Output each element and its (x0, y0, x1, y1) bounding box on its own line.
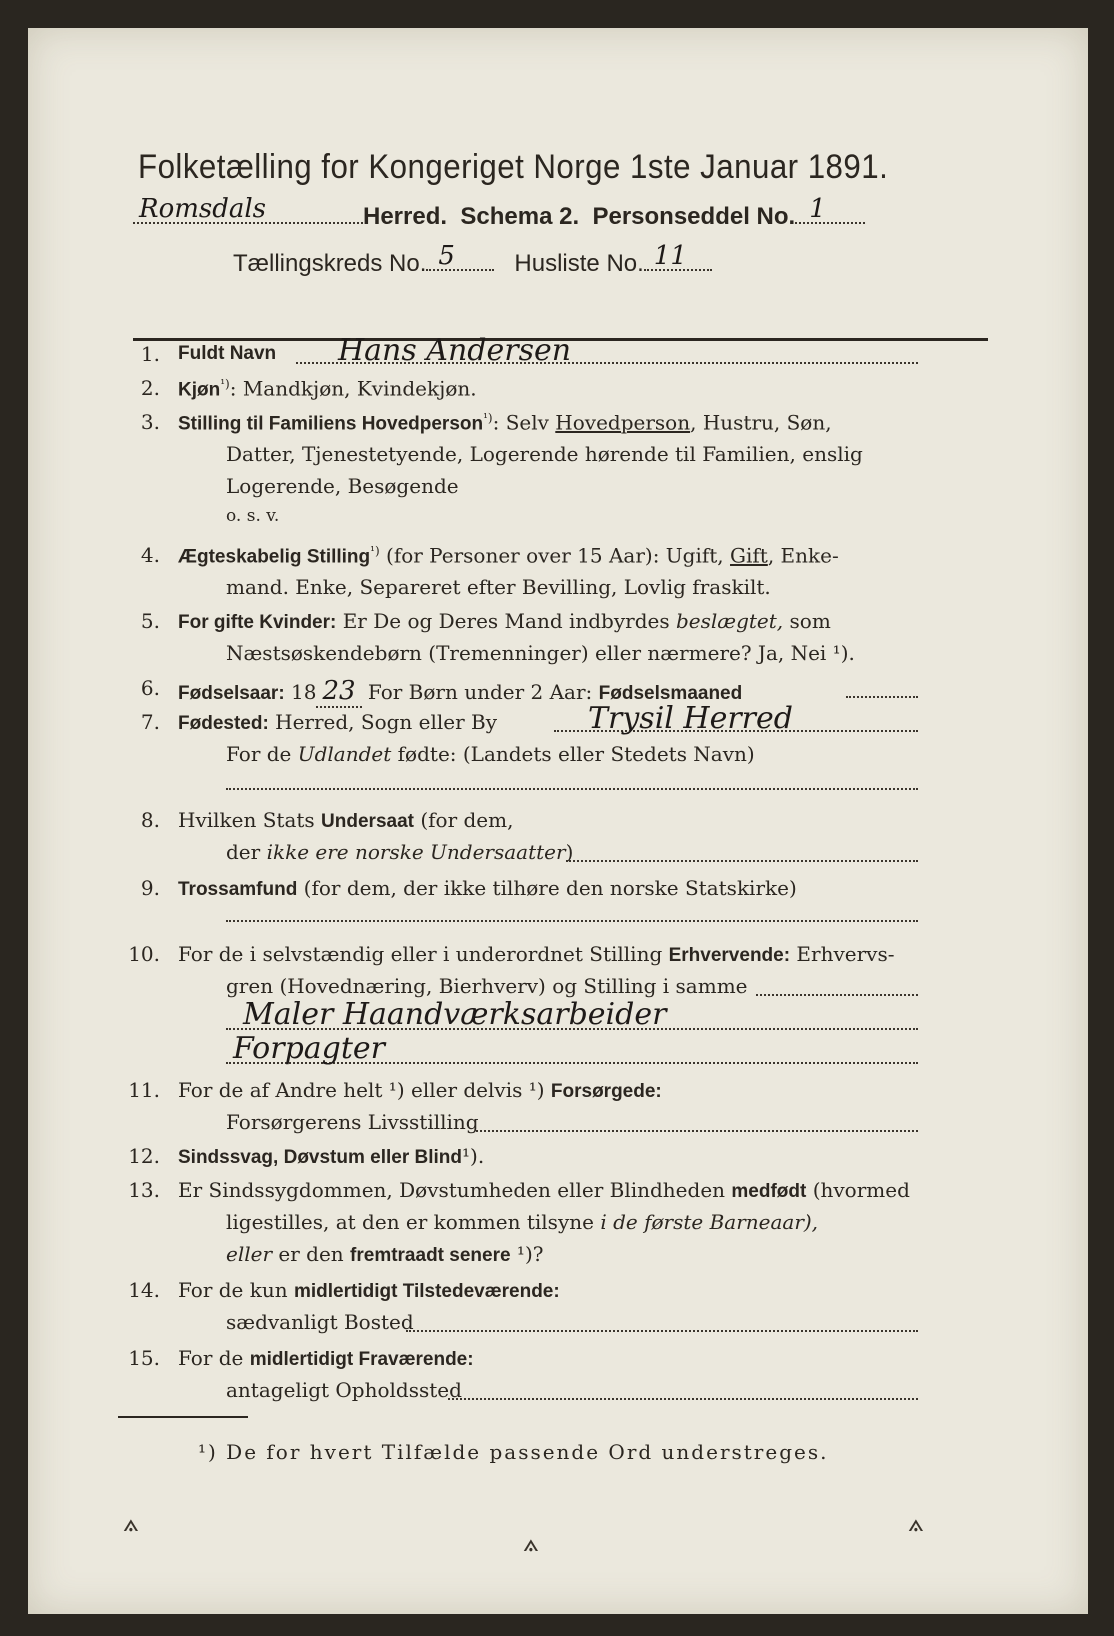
item-text: : Mandkjøn, Kvindekjøn. (229, 376, 477, 401)
item-text: Herred, Sogn eller By (268, 710, 498, 734)
religion-fill-line (226, 920, 918, 922)
footnote-ref: ¹) (220, 377, 230, 391)
item-text: der (226, 840, 267, 864)
item-number: 1. (140, 342, 160, 366)
item-text: For Børn under 2 Aar: (361, 680, 599, 704)
header-row-1 (133, 194, 865, 231)
item-number: 4. (140, 543, 160, 567)
personseddel-label: Personseddel No. (592, 203, 796, 230)
item-text: : Selv (492, 410, 556, 435)
item-text: sædvanligt Bosted (226, 1310, 414, 1334)
item-text: (for dem, der ikke tilhøre den norske Statskirke) (297, 876, 797, 900)
item-text: For de kun (178, 1278, 294, 1302)
item-text: For de i selvstændig eller i underordnet Stilling (178, 942, 669, 966)
item-label: Fødested: (178, 713, 269, 734)
item-label: Fødselsmaaned (598, 683, 743, 704)
kreds-label: Tællingskreds No. (233, 250, 427, 277)
item-text: som (783, 609, 831, 633)
item-label: Forsørgede: (550, 1081, 662, 1102)
herred-name-handwritten: Romsdals (139, 194, 267, 224)
foreign-birthplace-fill-line (226, 788, 918, 790)
schema-label: Schema 2. (460, 203, 580, 230)
item-label: Fuldt Navn (178, 343, 277, 364)
item-number: 14. (128, 1278, 160, 1302)
husliste-number: 11 (653, 241, 687, 271)
item-text: i de første Barneaar), (600, 1210, 819, 1234)
item-text: o. s. v. (226, 506, 280, 526)
item-text: Udlandet (297, 742, 392, 766)
item-number: 10. (128, 942, 160, 966)
item-number: 9. (140, 876, 160, 900)
census-form-page (28, 28, 1088, 1614)
occupation-value-1: Maler Haandværksarbeider (243, 997, 667, 1032)
item-text: er den (272, 1242, 351, 1266)
occupation-fill-line (756, 994, 918, 996)
item-text: gren (Hovednæring, Bierhverv) og Stilling i samme (226, 974, 748, 998)
item-text: ligestilles, at den er kommen tilsyne (226, 1210, 601, 1234)
husliste-label: Husliste No. (514, 250, 644, 277)
item-text: , Hustru, Søn, (690, 410, 832, 435)
item-text: antageligt Opholdssted (226, 1378, 462, 1402)
item-text: Erhvervs- (790, 942, 895, 966)
personseddel-number: 1 (809, 194, 826, 224)
item-label: fremtraadt senere (350, 1245, 511, 1266)
item-text: (hvormed (806, 1178, 910, 1202)
item-number: 11. (128, 1078, 160, 1102)
item-number: 8. (140, 808, 160, 832)
item-number: 13. (128, 1178, 160, 1202)
item-label: Sindssvag, Døvstum eller Blind (178, 1147, 463, 1168)
item-text: fødte: (Landets eller Stedets Navn) (391, 742, 755, 766)
item-label: Ægteskabelig Stilling (178, 546, 371, 568)
underlined-option: Gift (730, 543, 768, 568)
item-text: Næstsøskendebørn (Tremenninger) eller nærmere? Ja, Nei ¹). (226, 641, 855, 665)
item-text: eller (226, 1242, 273, 1266)
item-text: mand. Enke, Separeret efter Bevilling, Lovlig fraskilt. (226, 575, 771, 599)
provider-fill-line (476, 1130, 918, 1132)
item-text: Er De og Deres Mand indbyrdes (336, 609, 676, 633)
item-text: Logerende, Besøgende (226, 474, 459, 498)
footnote-ref: ¹) (483, 411, 493, 425)
item-text: Hvilken Stats (178, 808, 322, 832)
occupation-value-2: Forpagter (233, 1031, 386, 1066)
item-number: 2. (140, 376, 160, 400)
corner-mark-right: ⟑ (908, 1508, 924, 1538)
birthplace-value: Trysil Herred (588, 701, 793, 736)
item-text: (for dem, (413, 808, 514, 832)
item-text: Forsørgerens Livsstilling (226, 1110, 479, 1134)
corner-mark-center: ⟑ (523, 1528, 539, 1558)
item-label: midlertidigt Fraværende: (249, 1349, 474, 1370)
item-text: For de (178, 1346, 250, 1370)
item-label: Stilling til Familiens Hovedperson (178, 413, 484, 435)
item-text: Datter, Tjenestetyende, Logerende hørende til Familien, enslig (226, 442, 863, 466)
item-number: 3. (140, 410, 160, 434)
item-text: Er Sindssygdommen, Døvstumheden eller Blindheden (178, 1178, 732, 1202)
item-label: Trossamfund (178, 879, 298, 900)
item-number: 6. (140, 676, 160, 700)
corner-mark-left: ⟑ (123, 1508, 139, 1538)
item-number: 15. (128, 1346, 160, 1370)
item-label: Fødselsaar: (178, 683, 285, 704)
birth-month-fill-line (846, 696, 918, 698)
header-row-2 (233, 241, 712, 278)
footnote: ¹) De for hvert Tilfælde passende Ord understreges. (198, 1440, 829, 1464)
item-text: (for Personer over 15 Aar): Ugift, (379, 543, 731, 568)
residence-fill-line (406, 1330, 918, 1332)
item-number: 12. (128, 1144, 160, 1168)
item-number: 5. (140, 609, 160, 633)
item-text: For de (226, 742, 298, 766)
item-label: midlertidigt Tilstedeværende: (293, 1281, 560, 1302)
item-text: ¹)? (510, 1242, 544, 1266)
footnote-rule (118, 1416, 248, 1418)
herred-label: Herred. (363, 203, 448, 230)
footnote-ref: ¹). (462, 1144, 485, 1168)
item-text: For de af Andre helt ¹) eller delvis ¹) (178, 1078, 551, 1102)
kreds-number: 5 (438, 241, 455, 271)
citizenship-fill-line (566, 860, 918, 862)
page-title: Folketælling for Kongeriget Norge 1ste Januar 1891. (138, 148, 889, 186)
item-number: 7. (140, 710, 160, 734)
full-name-value: Hans Andersen (338, 333, 572, 368)
footnote-ref: ¹) (370, 544, 380, 558)
item-text: beslægtet, (675, 609, 784, 633)
item-text: ) (565, 840, 574, 864)
item-label: Kjøn (178, 379, 221, 401)
whereabouts-fill-line (448, 1398, 918, 1400)
item-label: Erhvervende: (668, 945, 791, 966)
item-text: , Enke- (767, 543, 839, 568)
item-label: Undersaat (321, 811, 414, 832)
item-text: 18 (284, 680, 317, 704)
item-label: For gifte Kvinder: (178, 612, 337, 633)
item-label: medfødt (731, 1181, 807, 1202)
underlined-option: Hovedperson (555, 410, 691, 435)
item-text: ikke ere norske Undersaatter (266, 840, 566, 864)
birth-year-value: 23 (316, 676, 361, 708)
